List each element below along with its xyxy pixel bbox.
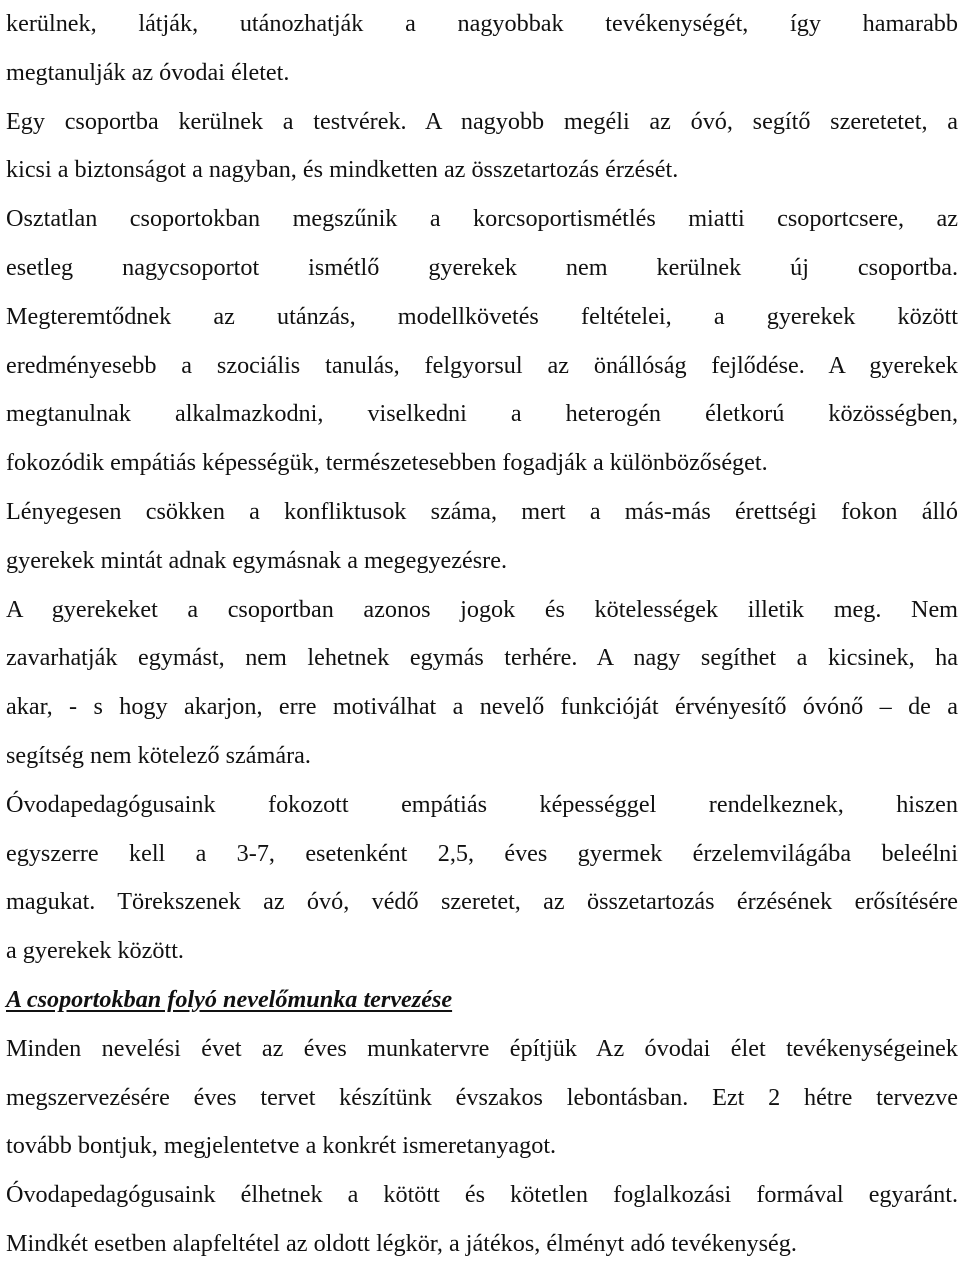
text-line: kicsi a biztonságot a nagyban, és mindketten az összetartozás érzését. [6,156,679,184]
section-heading [6,976,958,1025]
text-line: gyerekek mintát adnak egymásnak a megegyezésre. [6,546,507,574]
text-line: segítség nem kötelező számára. [6,741,311,769]
text-line: tovább bontjuk, megjelentetve a konkrét ismeretanyagot. [6,1132,557,1160]
text-line: Lényegesen csökken a konfliktusok száma, mert a más-más érettségi fokon álló [6,497,958,525]
text-line: Osztatlan csoportokban megszűnik a korcsoportismétlés miatti csoportcsere, az [6,205,958,233]
text-line: kerülnek, látják, utánozhatják a nagyobbak tevékenységét, így hamarabb [6,10,958,37]
text-line: Egy csoportba kerülnek a testvérek. A nagyobb megéli az óvó, segítő szeretetet, a [6,107,958,135]
text-line: Óvodapedagógusaink fokozott empátiás képességgel rendelkeznek, hiszen [6,790,958,818]
text-line: a gyerekek között. [6,937,184,965]
text-line: Óvodapedagógusaink élhetnek a kötött és kötetlen foglalkozási formával egyaránt. [6,1181,958,1209]
document-page [6,0,958,1269]
text-line: Megteremtődnek az utánzás, modellkövetés feltételei, a gyerekek között [6,302,958,330]
text-line: egyszerre kell a 3-7, esetenként 2,5, éves gyermek érzelemvilágába beleélni [6,839,958,867]
text-line: megszervezésére éves tervet készítünk évszakos lebontásban. Ezt 2 hétre tervezve [6,1083,958,1111]
text-line: eredményesebb a szociális tanulás, felgyorsul az önállóság fejlődése. A gyerekek [6,351,958,379]
text-line: zavarhatják egymást, nem lehetnek egymás terhére. A nagy segíthet a kicsinek, ha [6,644,958,672]
text-line: megtanulják az óvodai életet. [6,58,290,86]
text-line: esetleg nagycsoportot ismétlő gyerekek nem kerülnek új csoportba. [6,253,958,281]
text-line: magukat. Törekszenek az óvó, védő szeretet, az összetartozás érzésének erősítésére [6,888,958,916]
section-heading-text: A csoportokban folyó nevelőmunka tervezése [6,985,453,1013]
text-line: fokozódik empátiás képességük, természetesebben fogadják a különbözőséget. [6,449,768,477]
text-line: Mindkét esetben alapfeltétel az oldott légkör, a játékos, élményt adó tevékenység. [6,1229,797,1257]
text-line: A gyerekeket a csoportban azonos jogok és kötelességek illetik meg. Nem [6,595,958,623]
text-line: Minden nevelési évet az éves munkatervre építjük Az óvodai élet tevékenységeinek [6,1034,958,1062]
text-line: akar, - s hogy akarjon, erre motiválhat a nevelő funkcióját érvényesítő óvónő – de a [6,693,958,721]
text-line: megtanulnak alkalmazkodni, viselkedni a heterogén életkorú közösségben, [6,400,958,428]
